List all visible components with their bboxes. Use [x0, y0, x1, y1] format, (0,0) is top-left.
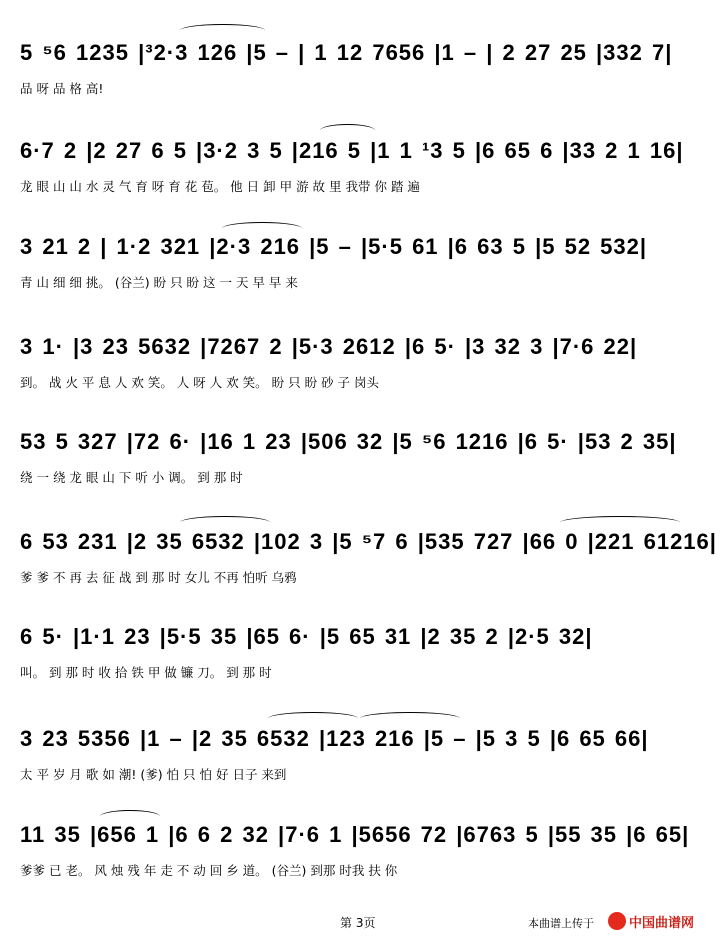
lyric-line: 到。 战 火 平 息 人 欢 笑。 人 呀 人 欢 笑。 盼 只 盼 砂 子 岗头: [20, 375, 380, 390]
lyric-line: 太 平 岁 月 歌 如 潮! (爹) 怕 只 怕 好 日子 来到: [20, 767, 287, 782]
logo-icon: [608, 912, 626, 930]
score-system-7: [20, 620, 700, 700]
notation-line: 6 53 231 |2 35 6532 |102 3 |5 ⁵7 6 |535 727 |66 0 |221 61216|: [20, 529, 717, 554]
score-system-1: [20, 36, 700, 116]
notation-line: 11 35 |656 1 |6 6 2 32 |7·6 1 |5656 72 |6763 5 |55 35 |6 65|: [20, 822, 690, 847]
slur-mark: [180, 516, 270, 529]
site-logo: [608, 909, 694, 933]
page-number: 第 3页: [340, 916, 376, 930]
lyric-line: 龙 眼 山 山 水 灵 气 育 呀 育 花 苞。 他 日 卸 甲 游 故 里 我带 你 踏 遍: [20, 179, 420, 194]
score-system-8: [20, 722, 700, 802]
slur-mark: [560, 516, 680, 529]
lyric-line: 叫。 到 那 时 收 拾 铁 甲 做 镰 刀。 到 那 时: [20, 665, 272, 680]
upload-note: 本曲谱上传于: [528, 917, 594, 930]
slur-mark: [320, 124, 375, 137]
notation-line: 5 ⁵6 1235 |³2·3 126 |5 – | 1 12 7656 |1 – | 2 27 25 |332 7|: [20, 40, 673, 65]
slur-mark: [180, 24, 265, 37]
slur-mark: [100, 810, 160, 823]
score-system-4: [20, 330, 700, 410]
lyric-line: 品 呀 品 格 高!: [20, 81, 104, 96]
notation-line: 53 5 327 |72 6· |16 1 23 |506 32 |5 ⁵6 1216 |6 5· |53 2 35|: [20, 429, 677, 454]
lyric-line: 青 山 细 细 挑。 (谷兰) 盼 只 盼 这 一 天 早 早 来: [20, 275, 298, 290]
notation-line: 6·7 2 |2 27 6 5 |3·2 3 5 |216 5 |1 1 ¹3 5 |6 65 6 |33 2 1 16|: [20, 138, 684, 163]
slur-mark: [268, 712, 358, 725]
score-system-3: [20, 230, 700, 310]
score-system-6: [20, 525, 717, 605]
notation-line: 3 23 5356 |1 – |2 35 6532 |123 216 |5 – |5 3 5 |6 65 66|: [20, 726, 649, 751]
score-system-5: [20, 425, 700, 505]
lyric-line: 爹 爹 不 再 去 征 战 到 那 时 女儿 不再 怕听 乌鸦: [20, 570, 297, 585]
score-system-2: [20, 134, 700, 214]
notation-line: 6 5· |1·1 23 |5·5 35 |65 6· |5 65 31 |2 35 2 |2·5 32|: [20, 624, 593, 649]
lyric-line: 爹爹 已 老。 风 烛 残 年 走 不 动 回 乡 道。 (谷兰) 到那 时我 扶 你: [20, 863, 398, 878]
slur-mark: [222, 222, 302, 235]
slur-mark: [360, 712, 460, 725]
lyric-line: 绕 一 绕 龙 眼 山 下 听 小 调。 到 那 时: [20, 470, 243, 485]
notation-line: 3 1· |3 23 5632 |7267 2 |5·3 2612 |6 5· |3 32 3 |7·6 22|: [20, 334, 638, 359]
score-system-9: [20, 818, 700, 898]
notation-line: 3 21 2 | 1·2 321 |2·3 216 |5 – |5·5 61 |6 63 5 |5 52 532|: [20, 234, 648, 259]
logo-text: 中国曲谱网: [629, 915, 695, 931]
